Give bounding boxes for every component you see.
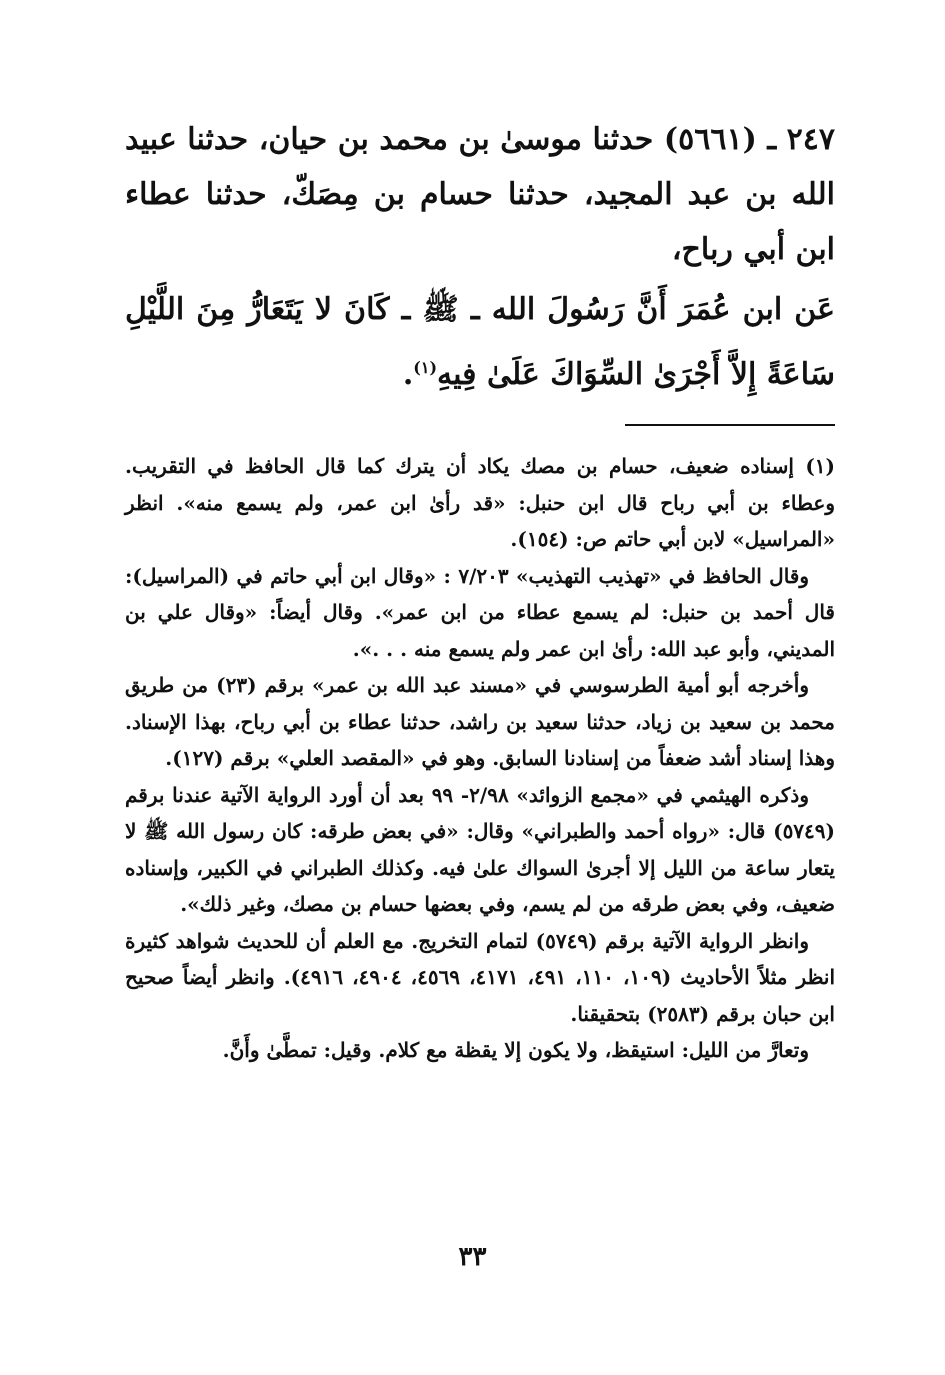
page-number: ٣٣	[458, 1242, 487, 1272]
hadith-isnad: حدثنا موسىٰ بن محمد بن حيان، حدثنا عبيد الله بن عبد المجيد، حدثنا حسام بن مِصَكّ، حدثنا عطاء ابن أبي رباح،	[125, 122, 835, 267]
footnote-paragraph: وأخرجه أبو أمية الطرسوسي في «مسند عبد الله بن عمر» برقم (٢٣) من طريق محمد بن سعيد بن زياد، حدثنا سعيد بن راشد، حدثنا عطاء بن أبي رباح، بهذا الإسناد. وهذا إسناد أشد ضعفاً من إسنادنا السابق. وهو في «المقصد العلي» برقم (١٢٧).	[125, 673, 835, 770]
hadith-matn	[125, 281, 835, 404]
footnote-paragraph: (١) إسناده ضعيف، حسام بن مصك يكاد أن يترك كما قال الحافظ في التقريب. وعطاء بن أبي رباح قال ابن حنبل: «قد رأىٰ ابن عمر، ولم يسمع منه». انظر «المراسيل» لابن أبي حاتم ص: (١٥٤).	[125, 454, 835, 551]
hadith-number: ٢٤٧ ـ (٥٦٦١)	[663, 122, 836, 157]
footnote-paragraph: وذكره الهيثمي في «مجمع الزوائد» ٢/٩٨- ٩٩ بعد أن أورد الرواية الآتية عندنا برقم (٥٧٤٩) قال: «رواه أحمد والطبراني» وقال: «في بعض طرقه: كان رسول الله ﷺ لا يتعار ساعة من الليل إلا أجرىٰ السواك علىٰ فيه. وكذلك الطبراني في الكبير، وإسناده ضعيف، وفي بعض طرقه من لم يسم، وفي بعضها حسام بن مصك، وغير ذلك».	[125, 782, 835, 916]
footnote-paragraph: وتعارَّ من الليل: استيقظ، ولا يكون إلا يقظة مع كلام. وقيل: تمطَّىٰ وأَنَّ.	[222, 1038, 809, 1062]
footnote-reference: (١)	[413, 358, 438, 377]
footnote-divider	[625, 424, 835, 426]
footnote-paragraph: وانظر الرواية الآتية برقم (٥٧٤٩) لتمام التخريج. مع العلم أن للحديث شواهد كثيرة انظر مثلاً الأحاديث (١٠٩، ١١٠، ٤٩١، ٤١٧١، ٤٥٦٩، ٤٩٠٤، ٤٩١٦). وانظر أيضاً صحيح ابن حبان برقم (٢٥٨٣) بتحقيقنا.	[125, 928, 836, 1026]
footnotes	[125, 448, 835, 1069]
hadith-chain	[125, 112, 835, 277]
page-content	[125, 112, 835, 1069]
hadith-end-mark: .	[402, 357, 414, 392]
hadith-text: عَن ابن عُمَرَ أَنَّ رَسُولَ الله ـ ﷺ ـ كَانَ لا يَتَعَارُّ مِنَ اللَّيْلِ سَاعَةً إِلاَّ أَجْرَىٰ السِّوَاكَ عَلَىٰ فِيهِ	[125, 292, 835, 392]
footnote-paragraph: وقال الحافظ في «تهذيب التهذيب» ٧/٢٠٣ : «وقال ابن أبي حاتم في (المراسيل): قال أحمد بن حنبل: لم يسمع عطاء من ابن عمر». وقال أيضاً: «وقال علي بن المديني، وأبو عبد الله: رأىٰ ابن عمر ولم يسمع منه . . .».	[125, 563, 835, 661]
